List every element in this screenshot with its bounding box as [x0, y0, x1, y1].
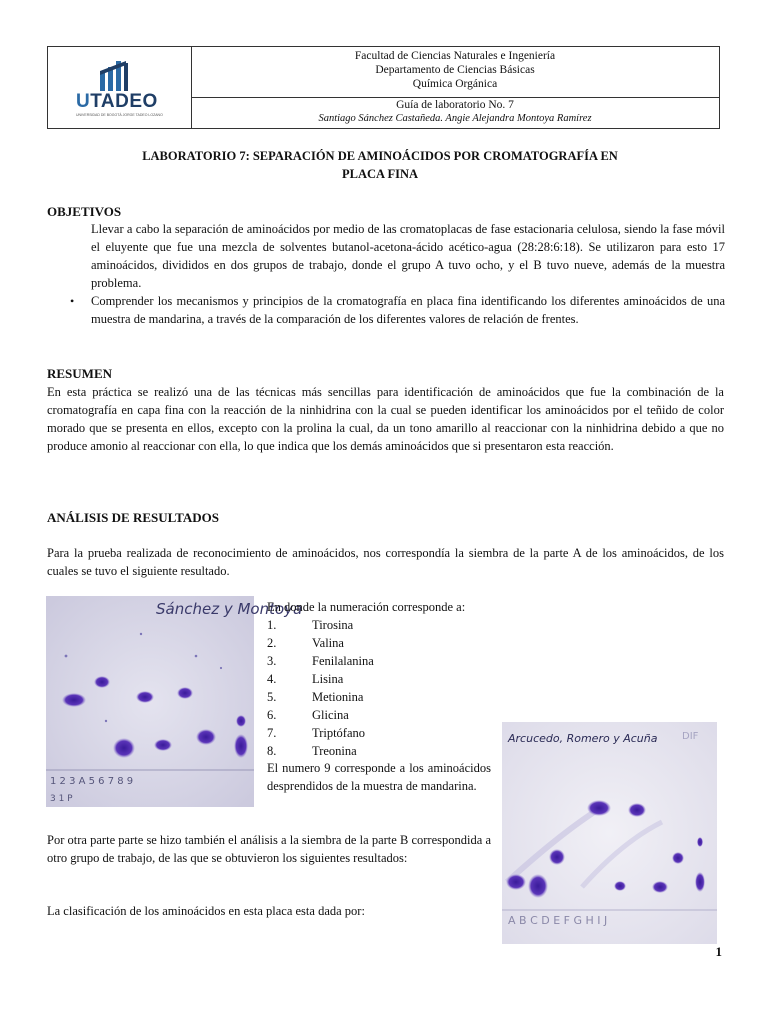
bullet-icon: • [70, 294, 75, 308]
summary-paragraph: En esta práctica se realizó una de las técnicas más sencillas para identificación de aminoácidos que fue la combinación de la cromatografía en capa fina con la reacción de la ninhidrina con la cual se pueden identificar los aminoácidos por el teñido de color morado que se presenta en ellos, excepto con la prolina la cual, da un tono amarillo al reaccionar con la ninhidrina debido a que no produce amonio al reaccionar con ella, lo que indica que los demás aminoácidos que si presentaron esta reacción. [47, 385, 724, 453]
analysis-intro: Para la prueba realizada de reconocimiento de aminoácidos, nos correspondía la siembra de la parte A de los aminoácidos, de los cuales se tuvo el siguiente resultado. [47, 546, 724, 578]
objectives-paragraph-1: Llevar a cabo la separación de aminoácidos por medio de las cromatoplacas de fase estacionaria celulosa, siendo la fase móvil el eluyente que fue una mezcla de solventes butanol-acetona-ácido acético-agua (28:28:6:18). Se utilizaron para esto 17 aminoácidos, divididos en dos grupos de trabajo, donde el grupo A tuvo ocho, y el B tuvo nueve, además de la muestra problema. [91, 222, 725, 290]
header-info [191, 49, 719, 91]
objectives-heading: OBJETIVOS [47, 204, 122, 219]
utadeo-logo-icon [98, 59, 142, 91]
list-item: 7. Triptófano [267, 726, 366, 740]
plate-a-handwriting: Sánchez y Montoya [156, 600, 303, 618]
numbering-intro: En donde la numeración corresponde a: [267, 600, 466, 614]
course-line: Química Orgánica [412, 78, 498, 90]
number-9-note: El numero 9 corresponde a los aminoácidos desprendidos de la muestra de mandarina. [267, 761, 491, 793]
department-line: Departamento de Ciencias Básicas [375, 64, 535, 76]
list-item: 4. Lisina [267, 672, 344, 686]
logo-wordmark: UTADEO [76, 91, 158, 112]
plate-a-bottom-label: 3 1 P [50, 794, 73, 804]
plate-a-lane-labels: 1 2 3 A 5 6 7 8 9 [50, 776, 134, 787]
summary-heading: RESUMEN [47, 366, 113, 381]
list-item: 3. Fenilalanina [267, 654, 374, 668]
list-item: 5. Metionina [267, 690, 364, 704]
document-header [47, 46, 720, 129]
amino-acid-list [267, 616, 374, 760]
logo-subtext: UNIVERSIDAD DE BOGOTÁ JORGE TADEO LOZANO [76, 113, 163, 117]
plate-a-photo [46, 596, 303, 807]
list-item: 2. Valina [267, 636, 344, 650]
part-b-paragraph: Por otra parte parte se hizo también el análisis a la siembra de la parte B correspondida a otro grupo de trabajo, de las que se obtuvieron los siguientes resultados: [47, 833, 491, 865]
list-item: 1. Tirosina [267, 618, 354, 632]
plate-b-lane-labels: A B C D E F G H I J [508, 914, 608, 927]
list-item: 6. Glicina [267, 708, 349, 722]
plate-b-corner-text: DIF [682, 731, 699, 742]
objectives-paragraph-2: Comprender los mecanismos y principios de la cromatografía en placa fina identificando los diferentes aminoácidos de una muestra de mandarina, a través de la comparación de los diferentes valores de relación de frentes. [91, 294, 725, 326]
plate-a-image [46, 596, 303, 807]
authors-line: Santiago Sánchez Castañeda. Angie Alejandra Montoya Ramírez [318, 113, 592, 124]
page-title: LABORATORIO 7: SEPARACIÓN DE AMINOÁCIDOS POR CROMATOGRAFÍA EN PLACA FINA [142, 149, 618, 181]
plate-b-image [502, 722, 717, 944]
faculty-line: Facultad de Ciencias Naturales e Ingeniería [354, 50, 556, 62]
plate-b-photo [502, 722, 717, 944]
list-item: 8. Treonina [267, 744, 357, 758]
classification-paragraph: La clasificación de los aminoácidos en esta placa esta dada por: [47, 904, 365, 918]
page-number: 1 [715, 944, 722, 959]
guide-line: Guía de laboratorio No. 7 [396, 99, 514, 111]
logo-cell [48, 47, 192, 128]
analysis-heading: ANÁLISIS DE RESULTADOS [47, 510, 219, 525]
plate-b-handwriting: Arcucedo, Romero y Acuña [508, 732, 658, 745]
